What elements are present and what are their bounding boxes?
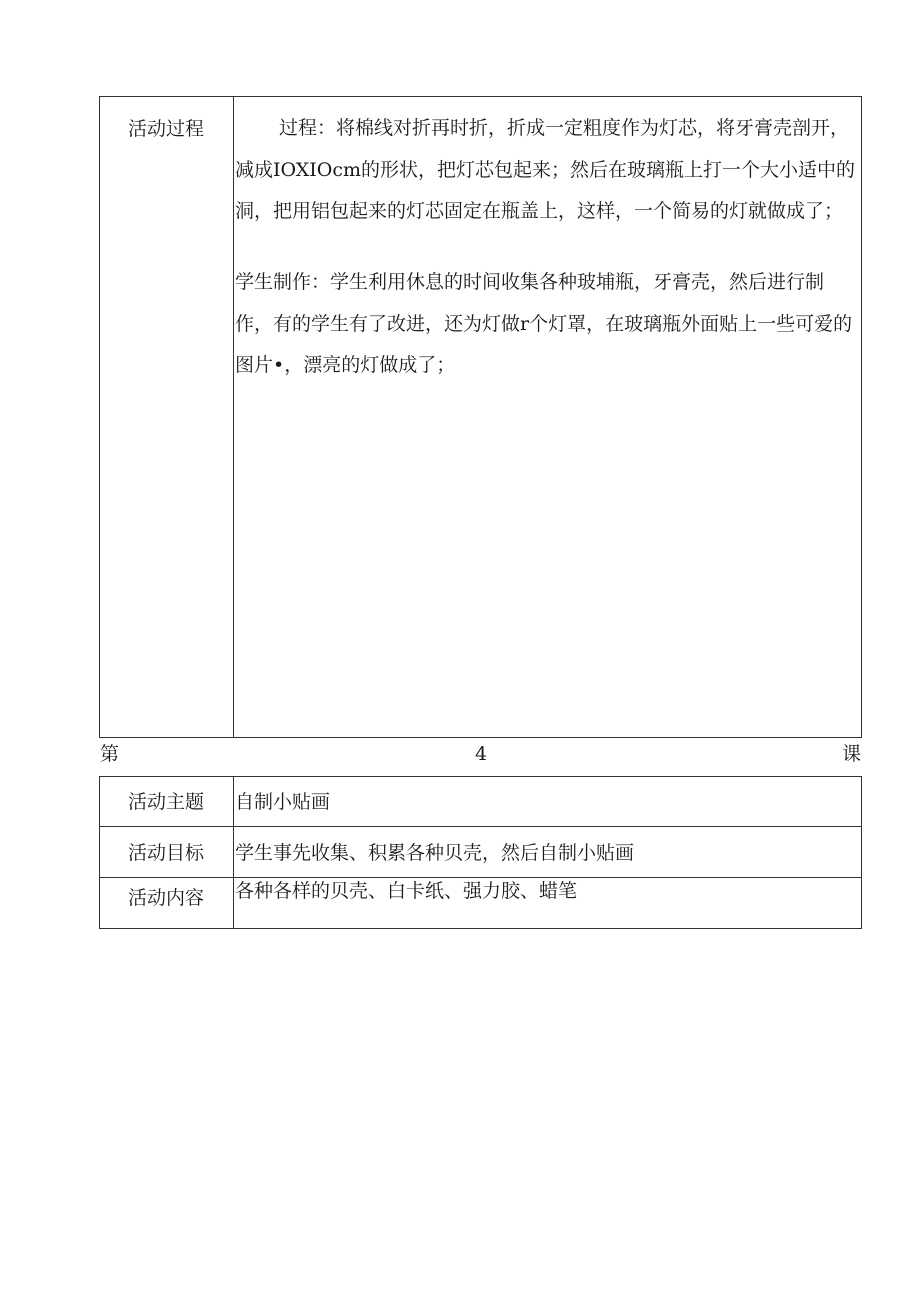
lesson-prefix: 第	[100, 743, 120, 765]
content-label: 活动内容	[128, 887, 205, 909]
lesson-table-row-separator	[99, 877, 862, 878]
content-value: 各种各样的贝壳、白卡纸、强力胶、蜡笔	[235, 880, 578, 902]
process-paragraph-1: 过程：将棉线对折再时折，折成一定粗度作为灯芯，将牙膏壳剖开，减成IOXIOcm的形状，把灯芯包起来；然后在玻璃瓶上打一个大小适中的洞，把用铝包起来的灯芯固定在瓶盖上，这样，一个简易的灯就做成了；	[235, 117, 856, 222]
lesson-table-divider	[233, 776, 234, 929]
lesson-suffix: 课	[842, 743, 862, 765]
process-paragraph-2: 学生制作：学生利用休息的时间收集各种玻埔瓶，牙膏壳，然后进行制作，有的学生有了改进，还为灯做r个灯罩，在玻璃瓶外面贴上一些可爱的图片•，漂亮的灯做成了；	[235, 271, 853, 376]
goal-label: 活动目标	[128, 842, 205, 864]
theme-value: 自制小贴画	[235, 791, 331, 813]
theme-label: 活动主题	[128, 791, 205, 813]
goal-value: 学生事先收集、积累各种贝壳，然后自制小贴画	[235, 842, 635, 864]
process-label: 活动过程	[128, 118, 205, 140]
lesson-number: 4	[475, 743, 488, 765]
lesson-table-row-separator	[99, 826, 862, 827]
process-table-divider	[233, 96, 234, 738]
